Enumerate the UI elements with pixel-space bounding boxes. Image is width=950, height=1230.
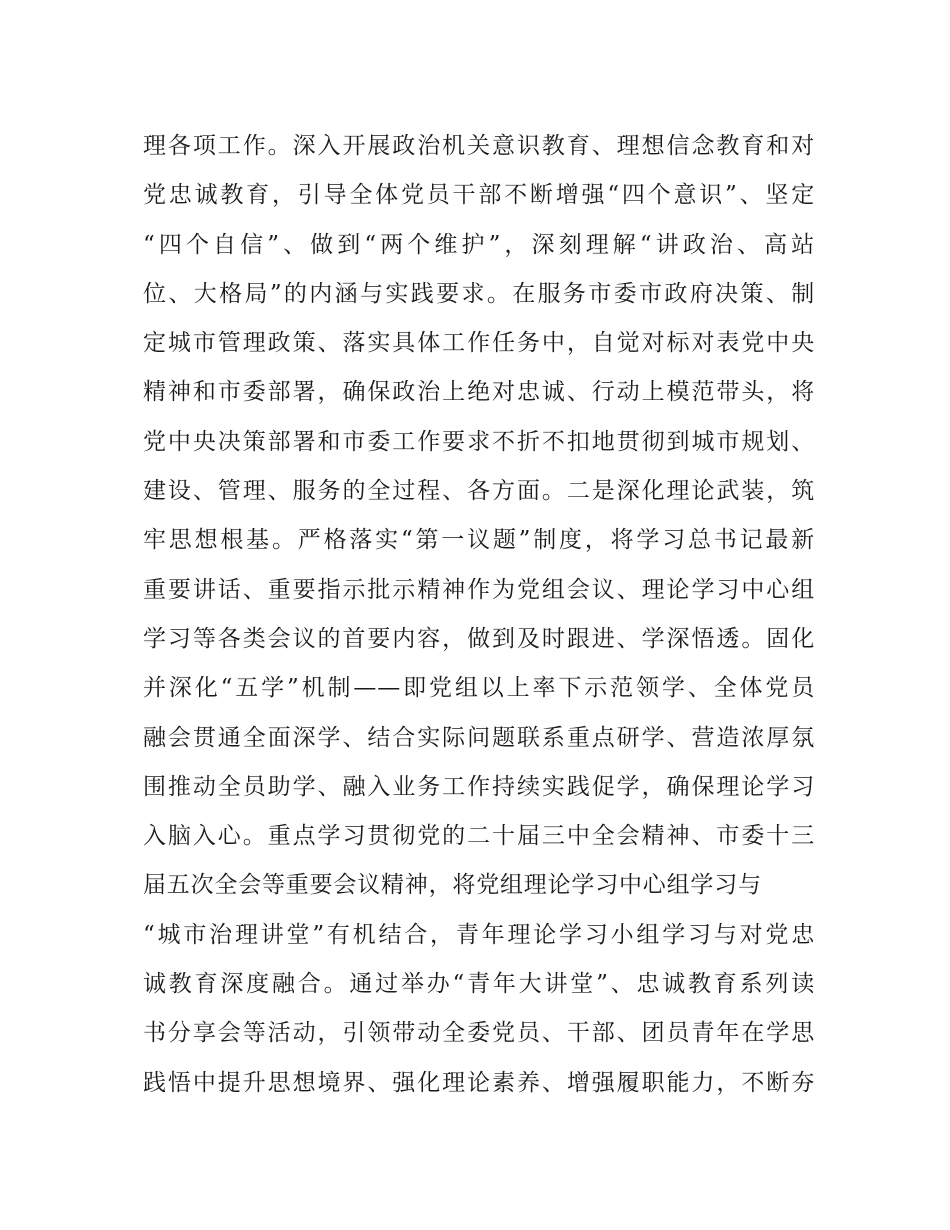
text-line: 党中央决策部署和市委工作要求不折不扣地贯彻到城市规划、: [143, 428, 815, 455]
text-line: 书分享会等活动，引领带动全委党员、干部、团员青年在学思: [143, 1020, 815, 1047]
text-line: 践悟中提升思想境界、强化理论素养、增强履职能力，不断夯: [143, 1069, 815, 1096]
text-line: “城市治理讲堂”有机结合，青年理论学习小组学习与对党忠: [143, 921, 815, 948]
text-line: 学习等各类会议的首要内容，做到及时跟进、学深悟透。固化: [143, 625, 815, 652]
text-line: “四个自信”、做到“两个维护”，深刻理解“讲政治、高站: [143, 231, 815, 258]
text-line: 理各项工作。深入开展政治机关意识教育、理想信念教育和对: [143, 133, 815, 159]
text-line: 定城市管理政策、落实具体工作任务中，自觉对标对表党中央: [143, 330, 815, 357]
text-line: 围推动全员助学、融入业务工作持续实践促学，确保理论学习: [143, 773, 815, 800]
text-line: 诚教育深度融合。通过举办“青年大讲堂”、忠诚教育系列读: [143, 971, 815, 998]
text-line: 入脑入心。重点学习贯彻党的二十届三中全会精神、市委十三: [143, 823, 815, 850]
text-line: 党忠诚教育，引导全体党员干部不断增强“四个意识”、坚定: [143, 182, 815, 209]
text-line: 精神和市委部署，确保政治上绝对忠诚、行动上模范带头，将: [143, 379, 815, 406]
text-line: 建设、管理、服务的全过程、各方面。二是深化理论武装，筑: [143, 478, 815, 505]
text-line: 融会贯通全面深学、结合实际问题联系重点研学、营造浓厚氛: [143, 724, 815, 751]
text-line: 届五次全会等重要会议精神，将党组理论学习中心组学习与: [143, 872, 762, 899]
body-text: [143, 122, 815, 1108]
text-line: 重要讲话、重要指示批示精神作为党组会议、理论学习中心组: [143, 576, 815, 603]
text-line: 位、大格局”的内涵与实践要求。在服务市委市政府决策、制: [143, 280, 815, 307]
text-line: 牢思想根基。严格落实“第一议题”制度，将学习总书记最新: [143, 527, 815, 554]
text-line: 并深化“五学”机制——即党组以上率下示范领学、全体党员: [143, 675, 815, 702]
